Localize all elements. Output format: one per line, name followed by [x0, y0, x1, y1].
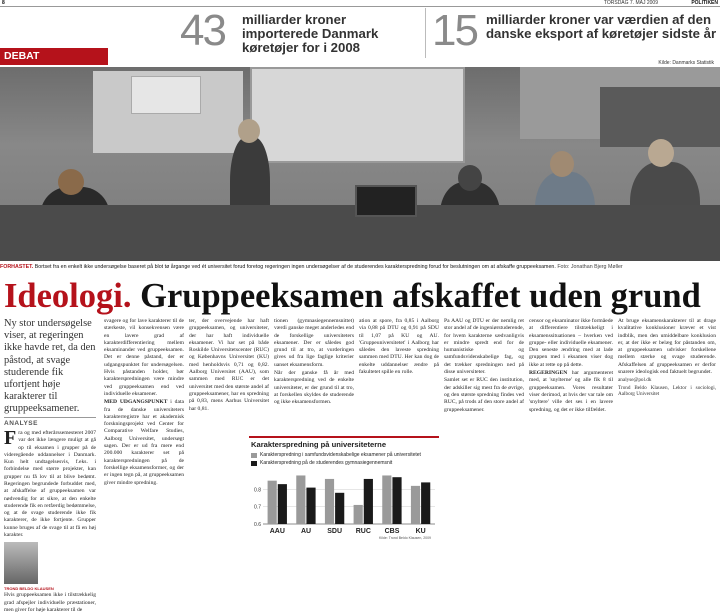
y-tick-label: 0.6: [254, 522, 261, 528]
author-signature: Trond Beldo Klausen, Lektor i sociologi, Aalborg Universitet: [618, 384, 716, 398]
photo-caption: [0, 263, 720, 273]
body-paragraph: Når der ganske få år med karakterspredning ved de enkelte universiteter, er der grund til at tro, at forskellen skyldes de studerende og ikke eksamensformen.: [274, 370, 354, 406]
fact-text: milliarder kroner var værdien af den danske eksport af køretøjer sidste år: [486, 12, 717, 41]
laptop: [355, 185, 417, 217]
chart-title: Karakterspredning på universiteterne: [251, 440, 387, 449]
bar-aau-series-1: [268, 481, 277, 524]
bar-au-series-1: [296, 475, 305, 524]
x-tick-label: CBS: [384, 528, 400, 535]
body-paragraph: MED UDGANGSPUNKT i data fra de danske universiteters karakterregistre har et akademisk forskningsprojekt ved Center for Comparative Welfare Studies, Aalborg Universitet, undersøgt sagen. Der er ud fra mere end 200.000 karakterer set på karakterspredningen på de forskellige eksamensformer, og der er ingen tegn på, at gruppeeksamen giver mindre spredning.: [104, 399, 184, 486]
article-column-5: [359, 318, 439, 436]
article-column-2: [104, 318, 184, 540]
student-head: [550, 151, 574, 177]
article-deck: Ny stor undersøgelse viser, at regeringen ikke havde ret, da den påstod, at svage studerende fik ufortjent høje karakterer til gruppeeksamener.: [4, 318, 96, 415]
bar-chart: [249, 436, 439, 540]
student-head: [58, 169, 84, 195]
author-email[interactable]: analyse@pol.dk: [618, 377, 652, 384]
bar-ruc-series-1: [354, 505, 363, 524]
chart-plot: [249, 468, 439, 538]
chart-source: Kilde: Trond Beldo Klausen, 2009: [379, 536, 431, 540]
legend-item: Karakterspredning i samfundsvidenskabelige eksamener på universitetet: [249, 451, 439, 459]
author-portrait: [4, 542, 38, 584]
newspaper-name: POLITIKEN: [691, 0, 718, 6]
bar-ku-series-2: [421, 482, 430, 524]
headline-title: Gruppeeksamen afskaffet uden grund: [140, 277, 701, 315]
x-tick-label: SDU: [327, 528, 343, 535]
x-tick-label: RUC: [355, 528, 371, 535]
body-paragraph: censor og eksaminator ikke formåede at differentiere tilstrækkeligt i eksamenssituationen – hverken ved gruppe- eller individuelle eksamener. Den seneste ændring med at lade gruppen med i eksamen viser dog ikke at rette op på dette.: [529, 318, 613, 368]
page-date: TORSDAG 7. MAJ 2009: [603, 0, 658, 6]
bar-sdu-series-2: [335, 493, 344, 524]
x-tick-label: AAU: [269, 528, 285, 535]
portrait-caption: TROND BELDO KLAUSEN: [4, 586, 54, 592]
caption-text: Bortset fra en enkelt ikke undersøgelse baseret på blot tø årgange ved ét universitet forud foretog regeringen ingen undersøgelser af de studerendes karakterspredning forud for beslutningen om at afskaffe gruppeeksamen.: [34, 264, 556, 270]
page-topbar: [0, 0, 720, 7]
body-paragraph: Hvis gruppeeksamen ikke i tilstrækkelig grad afspejler individuelle præstationer, men giver for høje karakterer til de: [4, 592, 96, 613]
y-tick-label: 0.7: [254, 504, 261, 511]
body-paragraph: At bruge eksamenskarakterer til at drage kvalitative konklusioner kræver et vist indblik, men den umiddelbare konklusion er, at der ikke er belæg for påstanden om, at gruppeeksamen udvisker forskellene mellem stærke og svage studerende. Afskaffelsen af gruppeeksamen er derfor snarere ideologisk end faktuelt begrundet.: [618, 318, 716, 376]
projection-screen: [93, 71, 243, 153]
analyse-label: ANALYSE: [4, 417, 96, 427]
bar-cbs-series-1: [382, 475, 391, 524]
body-paragraph: ation at spore, fra 0,85 i Aalborg via 0,88 på DTU og 0,91 på SDU til 1,07 på KU og AU. 'Gruppeuniversitetet' i Aalborg har således den laveste spredning sammen med DTU. Her kan dog de enkelte uddannelser ændre på fakultetet spille en rolle.: [359, 318, 439, 376]
body-paragraph: Fra og med efterårssemesteret 2007 var det ikke længere muligt at gå op til eksamen i grupper på de videregående uddannelser i Danmark. Kun helt undtagelsesvis, f.eks. i forbindelse med større projekter, kan grupper nu få lov til at blive bedømt. Regeringen begrundede forbuddet med, at afskaffelse af gruppeeksamen var nødvendig for at sikre, at den enkelte studerende fik en retfærdig bedømmelse, og at de svage studerende ikke fik karakterer, de ikke fortjente. Grupper kunne bruges af de svage til at få en høj karakter.: [4, 426, 96, 539]
student-head: [458, 165, 482, 191]
bar-ruc-series-2: [364, 479, 373, 524]
presenter-head: [238, 119, 260, 143]
x-tick-label: AU: [300, 528, 312, 535]
article-column-8: [618, 318, 716, 540]
article-column-4: [274, 318, 354, 436]
bar-sdu-series-1: [325, 479, 334, 524]
bar-au-series-2: [306, 488, 315, 524]
body-paragraph: REGERINGEN har argumenteret med, at 'snylterne' og alle fik 8 til gruppeeksamen. Vores resultater viser derimod, at hvis der var tale om 'snyltere' ville det ses i en lavere spredning, og det er ikke tilfældet.: [529, 370, 613, 413]
body-paragraph: ter, der overvejende har haft gruppeeksamen, og universiteter, der har haft individuelle eksamener. Vi har set på både Roskilde Universitetscenter (RUC) og Københavns Universitet (KU) med henholdsvis 0,71 og 0,82. Aalborg Universitet (AAU), som sammen med RUC er det universitet med den største andel af gruppeeksamener, har en spredning på 0,83, mens Aarhus Universitet har 0,81.: [189, 318, 269, 412]
bar-cbs-series-2: [392, 477, 401, 524]
x-tick-label: KU: [415, 528, 426, 535]
body-paragraph: Samlet set er RUC den institution, der adskiller sig mest fra de øvrige, og den største spredning findes ved RUC, på trods af den store andel af gruppeeksamener.: [444, 377, 524, 413]
article-column-3: [189, 318, 269, 436]
student-head: [648, 139, 674, 167]
fact-box-export: [425, 8, 720, 58]
fact-text: milliarder kroner importerede Danmark køretøjer for i 2008: [242, 12, 379, 55]
fact-number: 15: [432, 6, 477, 55]
caption-lead: FORHASTET.: [0, 264, 34, 270]
y-tick-label: 0.8: [254, 487, 261, 494]
fact-number: 43: [180, 6, 225, 55]
legend-swatch: [251, 453, 257, 458]
body-paragraph: tionen (gymnasiegennemsnittet) værdi ganske meget anderledes end de forskellige universiteters eksamener. Der er således god grund til at tro, at vurderingen gives ud fra lige faglige kriterier uanset eksamensform.: [274, 318, 354, 368]
section-label: DEBAT: [0, 48, 108, 65]
fact-box-import: [180, 8, 425, 58]
article-column-6: [444, 318, 524, 540]
body-paragraph: Pa AAU og DTU er der nemlig ret stor andel af de ingeniørstuderende, for hvem karakterne sædvanligvis er mindre spredt end for de humanistiske og samfundsvidenskabelige fag, og det trækker spredningen ned på disse universiteter.: [444, 318, 524, 376]
bar-aau-series-2: [278, 484, 287, 524]
legend-swatch: [251, 461, 257, 466]
body-paragraph: svagere og for lave karakterer til de stærkeste, vil konsekvensen være en lavere grad af karakterdifferentiering mellem eksaminander ved gruppeeksamen. Det er denne påstand, der er udgangspunktet for undersøgelsen. Hvis påstanden holder, bør karakterspredningen være mindre ved gruppeeksamen end ved individuelle eksamener.: [104, 318, 184, 397]
headline: [4, 276, 716, 316]
whiteboard: [250, 67, 465, 163]
article-photo: [0, 67, 720, 261]
article-column-7: [529, 318, 613, 540]
legend-item: Karakterspredning på de studerendes gymnasiegennemsnit: [249, 459, 439, 467]
fact-source: Kilde: Danmarks Statistik: [658, 60, 714, 66]
headline-kicker: Ideologi.: [4, 277, 132, 315]
article-column-1: [4, 318, 96, 613]
shelf: [600, 87, 720, 147]
page-number: 8: [2, 0, 5, 6]
photo-credit: Foto: Jonathan Bjerg Møller: [557, 264, 623, 270]
drop-cap: F: [4, 426, 17, 449]
bar-ku-series-1: [411, 486, 420, 524]
